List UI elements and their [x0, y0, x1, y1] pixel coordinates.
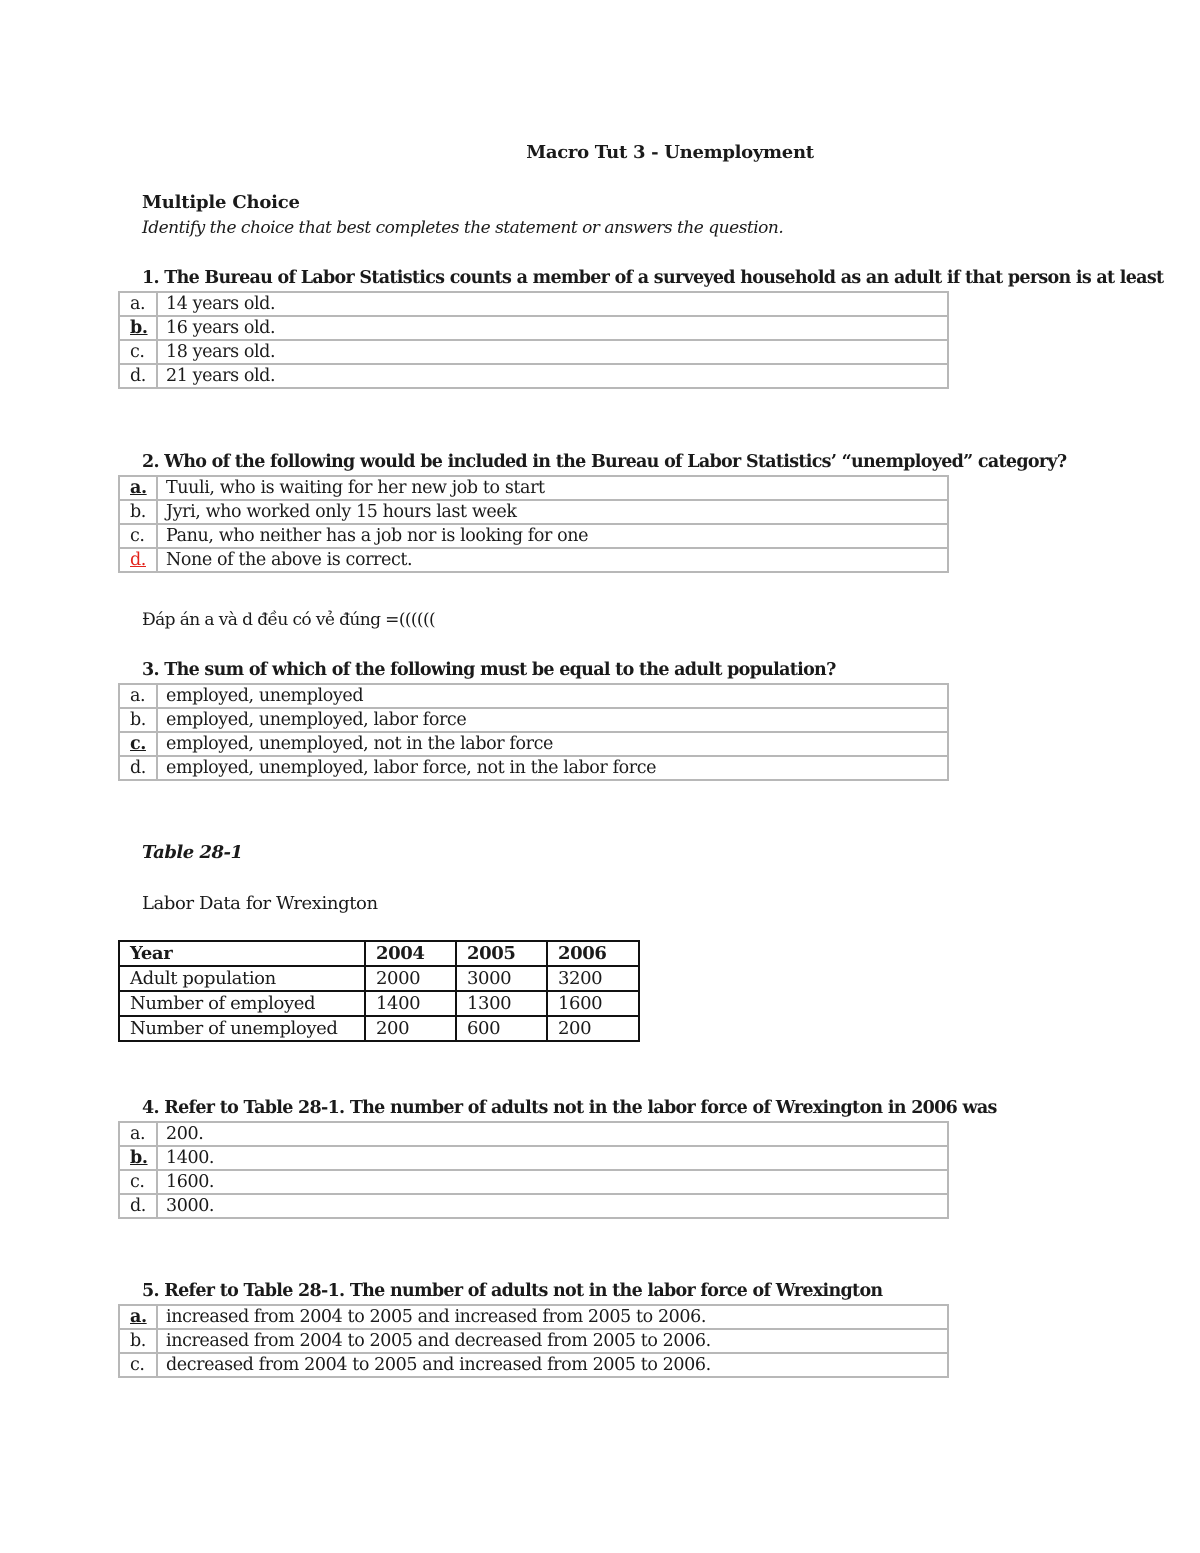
choice-row [120, 341, 947, 365]
choices-question-3 [118, 683, 949, 781]
choice-text: Tuuli, who is waiting for her new job to start [158, 477, 947, 501]
choice-row [120, 685, 947, 709]
choice-letter: c. [120, 341, 158, 365]
table-cell: 3200 [547, 966, 639, 991]
table-cell: 600 [456, 1016, 547, 1041]
choice-text: 200. [158, 1123, 947, 1147]
table-cell: 1400 [365, 991, 456, 1016]
choice-text: 21 years old. [166, 366, 276, 386]
table-cell: 200 [547, 1016, 639, 1041]
choice-row [120, 317, 947, 341]
choices-question-4 [118, 1121, 949, 1219]
choice-row [120, 293, 947, 317]
choice-letter: d. [120, 1195, 158, 1217]
choice-row [120, 501, 947, 525]
question-5: 5. Refer to Table 28-1. The number of adults not in the labor force of Wrexington [142, 1281, 883, 1301]
choice-letter: a. [120, 293, 158, 317]
choice-row [120, 1195, 947, 1217]
table-header-cell: Year [119, 941, 365, 966]
choice-text: employed, unemployed, labor force, not in the labor force [166, 758, 657, 778]
choice-row [120, 733, 947, 757]
choice-row [120, 1330, 947, 1354]
choices-question-1 [118, 291, 949, 389]
section-title: Multiple Choice [142, 192, 300, 213]
choice-row [120, 1171, 947, 1195]
choice-text: decreased from 2004 to 2005 and increased from 2005 to 2006. [166, 1355, 711, 1375]
choice-row [120, 1354, 947, 1376]
choice-letter: b. [120, 1330, 158, 1354]
table-row [119, 1016, 639, 1041]
choice-text: 14 years old. [158, 293, 947, 317]
choice-letter: d. [120, 757, 158, 779]
choice-text: None of the above is correct. [166, 550, 413, 570]
choice-letter-correct: c. [120, 733, 158, 757]
choice-letter: b. [120, 709, 158, 733]
choice-letter: c. [120, 1171, 158, 1195]
table-cell: 1300 [456, 991, 547, 1016]
choice-text: employed, unemployed, not in the labor force [158, 733, 947, 757]
choice-row [120, 477, 947, 501]
choices-question-5 [118, 1304, 949, 1378]
instructions: Identify the choice that best completes the statement or answers the question. [142, 218, 784, 238]
choice-letter-correct: b. [120, 1147, 158, 1171]
page-title: Macro Tut 3 - Unemployment [526, 142, 814, 163]
table-header-cell: 2006 [547, 941, 639, 966]
table-row [119, 966, 639, 991]
choice-letter-marked: d. [120, 549, 158, 571]
choice-text: 1400. [158, 1147, 947, 1171]
table-cell: 1600 [547, 991, 639, 1016]
table-row [119, 991, 639, 1016]
table-cell: Number of employed [119, 991, 365, 1016]
choice-text: 16 years old. [158, 317, 947, 341]
choice-row [120, 1147, 947, 1171]
choice-text: Panu, who neither has a job nor is looking for one [158, 525, 947, 549]
choice-letter: a. [120, 1123, 158, 1147]
choice-letter-correct: b. [120, 317, 158, 341]
table-caption: Labor Data for Wrexington [142, 893, 378, 914]
choice-row [120, 709, 947, 733]
table-cell: 3000 [456, 966, 547, 991]
choice-letter-correct: a. [120, 477, 158, 501]
choice-text: employed, unemployed [158, 685, 947, 709]
choice-text: 18 years old. [158, 341, 947, 365]
question-1: 1. The Bureau of Labor Statistics counts a member of a surveyed household as an adult if that person is at least [142, 268, 1164, 288]
table-header-row [119, 941, 639, 966]
choice-letter: d. [120, 365, 158, 387]
choice-letter: b. [120, 501, 158, 525]
choice-text: 3000. [166, 1196, 215, 1216]
table-header-cell: 2005 [456, 941, 547, 966]
handwritten-note: Đáp án a và d đều có vẻ đúng =(((((( [142, 610, 436, 630]
choice-row [120, 757, 947, 779]
choices-question-2 [118, 475, 949, 573]
choice-text: Jyri, who worked only 15 hours last week [158, 501, 947, 525]
choice-letter: c. [120, 1354, 158, 1376]
table-cell: 2000 [365, 966, 456, 991]
question-2: 2. Who of the following would be included in the Bureau of Labor Statistics’ “unemployed” category? [142, 452, 1067, 472]
choice-text: employed, unemployed, labor force [158, 709, 947, 733]
table-cell: 200 [365, 1016, 456, 1041]
choice-letter-correct: a. [120, 1306, 158, 1330]
choice-text: 1600. [158, 1171, 947, 1195]
choice-letter: c. [120, 525, 158, 549]
choice-text: increased from 2004 to 2005 and increased from 2005 to 2006. [158, 1306, 947, 1330]
choice-row [120, 525, 947, 549]
choice-row [120, 549, 947, 571]
choice-row [120, 1123, 947, 1147]
choice-text: increased from 2004 to 2005 and decreased from 2005 to 2006. [158, 1330, 947, 1354]
question-4: 4. Refer to Table 28-1. The number of adults not in the labor force of Wrexington in 2006 was [142, 1098, 997, 1118]
table-cell: Adult population [119, 966, 365, 991]
choice-row [120, 1306, 947, 1330]
table-header-cell: 2004 [365, 941, 456, 966]
choice-row [120, 365, 947, 387]
table-label: Table 28-1 [142, 842, 243, 863]
choice-letter: a. [120, 685, 158, 709]
question-3: 3. The sum of which of the following must be equal to the adult population? [142, 660, 836, 680]
labor-data-table [118, 940, 640, 1042]
table-cell: Number of unemployed [119, 1016, 365, 1041]
